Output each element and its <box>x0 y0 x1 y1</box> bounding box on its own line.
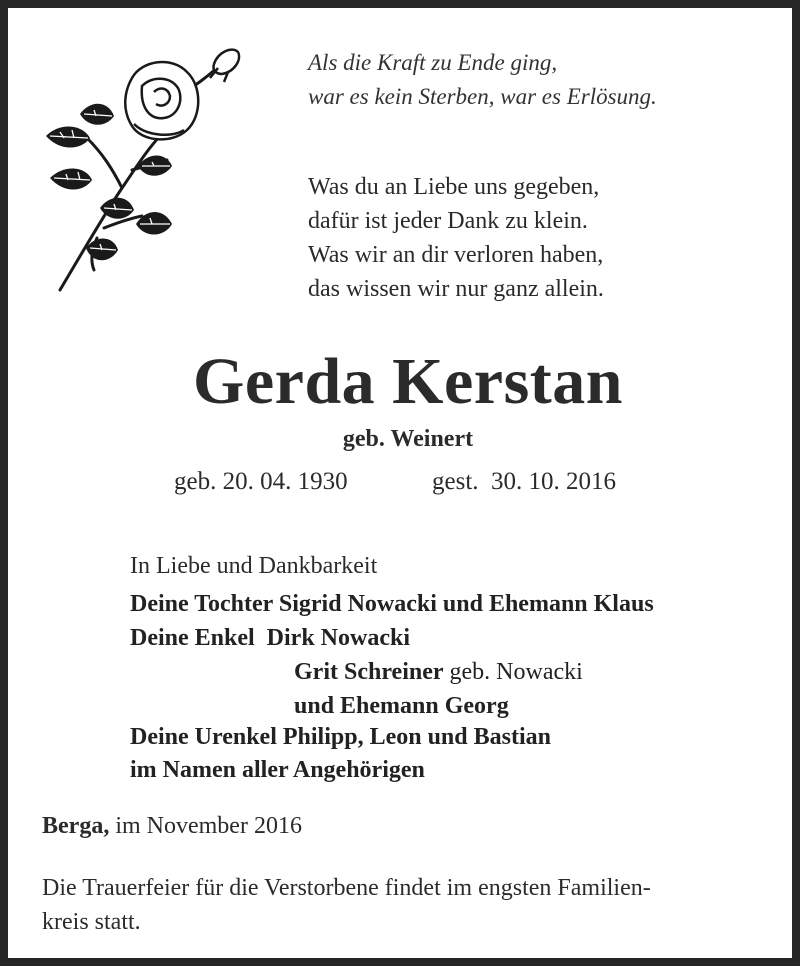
verse-line: Was du an Liebe uns gegeben, <box>308 174 600 200</box>
mourner-name: Grit Schreiner <box>294 659 444 685</box>
rose-icon <box>42 38 252 300</box>
mourner-maiden-note: geb. Nowacki <box>443 659 583 685</box>
notice-line: kreis statt. <box>42 909 141 935</box>
place-and-date <box>42 813 302 840</box>
place-name: Berga, <box>42 813 110 839</box>
mourner-line-relatives: im Namen aller Angehörigen <box>130 757 425 783</box>
funeral-notice <box>42 871 651 939</box>
mourner-line-grandchild-grit <box>294 659 583 686</box>
deceased-name: Gerda Kerstan <box>193 345 623 418</box>
date-text: im November 2016 <box>109 813 302 839</box>
mourner-line-daughter: Deine Tochter Sigrid Nowacki und Ehemann Klaus <box>130 591 654 617</box>
memorial-verse <box>308 170 604 306</box>
opening-quote <box>308 46 657 114</box>
birth-date: geb. 20. 04. 1930 <box>174 468 348 495</box>
death-date: gest. 30. 10. 2016 <box>432 468 617 495</box>
mourner-line-spouse: und Ehemann Georg <box>294 693 509 719</box>
maiden-name: geb. Weinert <box>342 426 474 452</box>
mourner-line-grandchildren: Deine Enkel Dirk Nowacki <box>130 625 411 651</box>
verse-line: das wissen wir nur ganz allein. <box>308 276 604 302</box>
quote-line: Als die Kraft zu Ende ging, <box>308 50 558 75</box>
mourner-line-great-grandchildren: Deine Urenkel Philipp, Leon und Bastian <box>130 724 551 750</box>
notice-line: Die Trauerfeier für die Verstorbene findet im engsten Familien- <box>42 875 651 901</box>
mourners-intro: In Liebe und Dankbarkeit <box>130 553 378 579</box>
verse-line: Was wir an dir verloren haben, <box>308 242 604 268</box>
quote-line: war es kein Sterben, war es Erlösung. <box>308 84 657 109</box>
verse-line: dafür ist jeder Dank zu klein. <box>308 208 588 234</box>
